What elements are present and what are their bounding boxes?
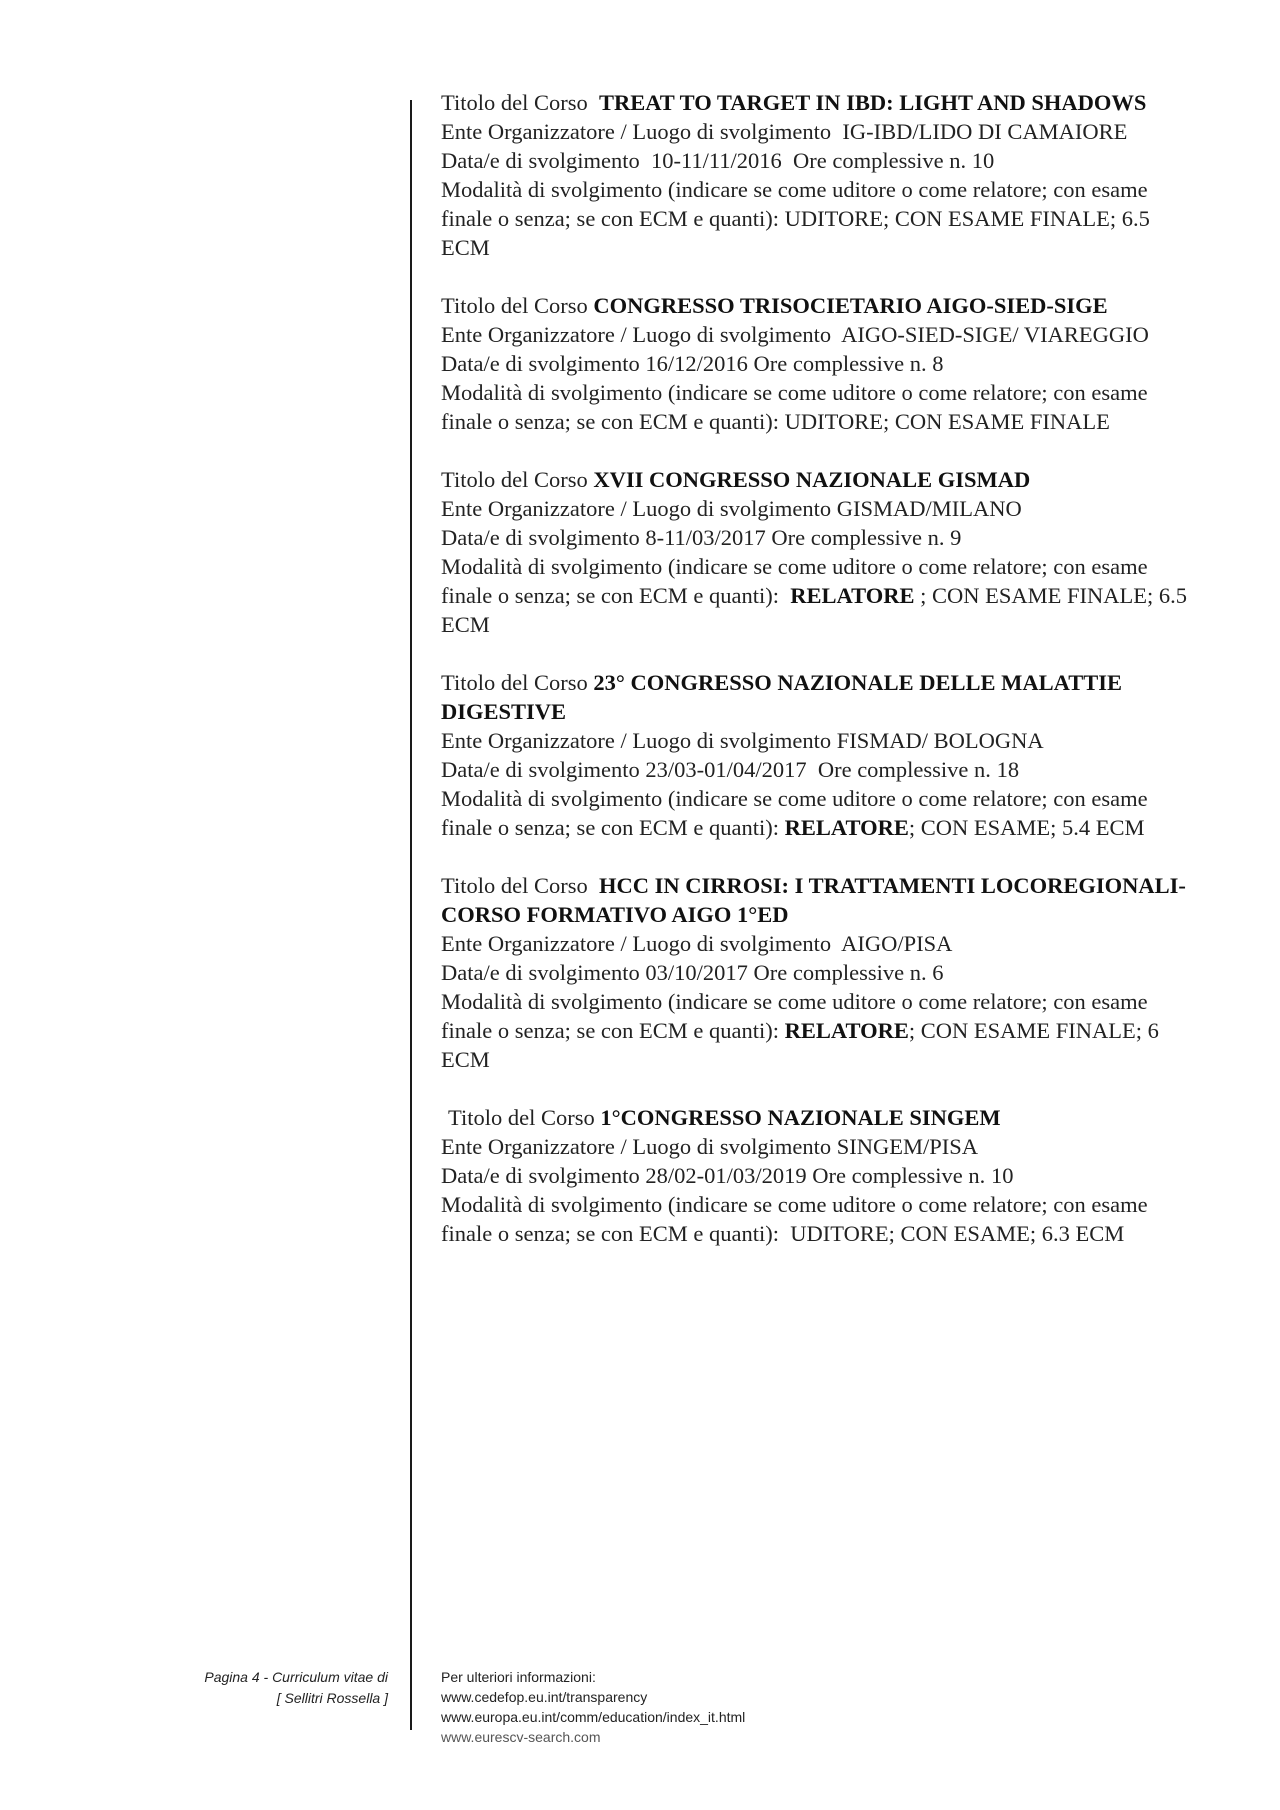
course-date-line [441, 349, 1201, 378]
mode-details: ; CON ESAME; 5.4 ECM [908, 815, 1145, 840]
mode-details: ; CON ESAME; 6.3 ECM [888, 1221, 1125, 1246]
course-date-line [441, 958, 1201, 987]
organizer-label: Ente Organizzatore / Luogo di svolgimento [441, 931, 832, 956]
course-organizer-line [441, 117, 1201, 146]
course-mode-line [441, 378, 1201, 436]
mode-label: Modalità di svolgimento (indicare se come uditore o come relatore; con esame finale o senza; se con ECM e quanti): [441, 177, 1148, 231]
organizer-value: AIGO-SIED-SIGE/ VIAREGGIO [841, 322, 1149, 347]
vertical-divider [410, 100, 412, 1730]
course-title-label: Titolo del Corso [441, 293, 588, 318]
date-value: 16/12/2016 [645, 351, 748, 376]
organizer-label: Ente Organizzatore / Luogo di svolgimento [441, 728, 832, 753]
course-title-label: Titolo del Corso [448, 1105, 595, 1130]
course-title: TREAT TO TARGET IN IBD: LIGHT AND SHADOWS [598, 90, 1147, 115]
course-title-label: Titolo del Corso [441, 873, 588, 898]
mode-label: Modalità di svolgimento (indicare se come uditore o come relatore; con esame finale o senza; se con ECM e quanti): [441, 989, 1148, 1043]
organizer-label: Ente Organizzatore / Luogo di svolgimento [441, 119, 832, 144]
course-organizer-line [441, 320, 1201, 349]
mode-details: ; CON ESAME FINALE; 6.5 ECM [441, 583, 1187, 637]
course-title-line [441, 291, 1201, 320]
organizer-label: Ente Organizzatore / Luogo di svolgimento [441, 496, 832, 521]
course-title-label: Titolo del Corso [441, 670, 588, 695]
mode-label: Modalità di svolgimento (indicare se come uditore o come relatore; con esame finale o senza; se con ECM e quanti): [441, 1192, 1148, 1246]
course-organizer-line [441, 929, 1201, 958]
course-entry [441, 668, 1201, 842]
course-title-label: Titolo del Corso [441, 90, 588, 115]
organizer-label: Ente Organizzatore / Luogo di svolgimento [441, 322, 832, 347]
footer-info-label: Per ulteriori informazioni: [441, 1669, 596, 1685]
date-value: 10-11/11/2016 [650, 148, 782, 173]
mode-role: RELATORE [784, 1018, 909, 1043]
course-title: 1°CONGRESSO NAZIONALE SINGEM [600, 1105, 1001, 1130]
date-value: 8-11/03/2017 [645, 525, 766, 550]
course-entry [441, 465, 1201, 639]
course-title-line [441, 1103, 1201, 1132]
mode-role: UDITORE [784, 206, 883, 231]
organizer-label: Ente Organizzatore / Luogo di svolgimento [441, 1134, 832, 1159]
course-list [441, 88, 1201, 1277]
hours-label: Ore complessive n. [793, 148, 967, 173]
organizer-value: IG-IBD/LIDO DI CAMAIORE [842, 119, 1128, 144]
mode-label: Modalità di svolgimento (indicare se come uditore o come relatore; con esame finale o senza; se con ECM e quanti): [441, 380, 1148, 434]
organizer-value: GISMAD/MILANO [836, 496, 1022, 521]
course-mode-line [441, 987, 1201, 1074]
course-entry [441, 291, 1201, 436]
course-entry [441, 88, 1201, 262]
mode-role: UDITORE [790, 1221, 889, 1246]
footer-link-europa[interactable]: www.europa.eu.int/comm/education/index_it.html [441, 1709, 746, 1725]
date-label: Data/e di svolgimento [441, 757, 640, 782]
mode-details: ; CON ESAME FINALE; 6 ECM [441, 1018, 1159, 1072]
hours-label: Ore complessive n. [753, 351, 927, 376]
course-date-line [441, 523, 1201, 552]
date-label: Data/e di svolgimento [441, 351, 640, 376]
organizer-value: SINGEM/PISA [836, 1134, 979, 1159]
course-date-line [441, 146, 1201, 175]
hours-label: Ore complessive n. [753, 960, 927, 985]
course-entry [441, 1103, 1201, 1248]
hours-value: 10 [990, 1163, 1014, 1188]
course-title: CONGRESSO TRISOCIETARIO AIGO-SIED-SIGE [593, 293, 1108, 318]
course-entry [441, 871, 1201, 1074]
hours-value: 10 [971, 148, 995, 173]
hours-label: Ore complessive n. [812, 1163, 986, 1188]
course-mode-line [441, 1190, 1201, 1248]
course-date-line [441, 1161, 1201, 1190]
course-mode-line [441, 552, 1201, 639]
course-title-line [441, 668, 1201, 726]
mode-role: UDITORE [784, 409, 883, 434]
footer-page-label: Pagina 4 - Curriculum vitae di [204, 1669, 388, 1685]
date-value: 28/02-01/03/2019 [645, 1163, 807, 1188]
course-title: XVII CONGRESSO NAZIONALE GISMAD [593, 467, 1031, 492]
mode-role: RELATORE [784, 815, 909, 840]
mode-label: Modalità di svolgimento (indicare se come uditore o come relatore; con esame finale o senza; se con ECM e quanti): [441, 554, 1148, 608]
mode-label: Modalità di svolgimento (indicare se come uditore o come relatore; con esame finale o senza; se con ECM e quanti): [441, 786, 1148, 840]
footer-link-eures[interactable]: www.eurescv-search.com [441, 1729, 601, 1745]
organizer-value: FISMAD/ BOLOGNA [836, 728, 1044, 753]
organizer-value: AIGO/PISA [841, 931, 953, 956]
course-date-line [441, 755, 1201, 784]
course-organizer-line [441, 1132, 1201, 1161]
hours-label: Ore complessive n. [817, 757, 991, 782]
course-organizer-line [441, 494, 1201, 523]
date-label: Data/e di svolgimento [441, 525, 640, 550]
footer-links [441, 1667, 746, 1745]
footer-name: [ Sellitri Rossella ] [276, 1690, 388, 1706]
course-title: HCC IN CIRROSI: I TRATTAMENTI LOCOREGIONALI- CORSO FORMATIVO AIGO 1°ED [441, 873, 1186, 927]
hours-value: 6 [932, 960, 944, 985]
hours-value: 18 [996, 757, 1020, 782]
hours-value: 9 [950, 525, 962, 550]
course-title-line [441, 88, 1201, 117]
date-label: Data/e di svolgimento [441, 148, 640, 173]
mode-details: ; CON ESAME FINALE; 6.5 ECM [441, 206, 1150, 260]
course-mode-line [441, 784, 1201, 842]
hours-label: Ore complessive n. [771, 525, 945, 550]
course-organizer-line [441, 726, 1201, 755]
date-value: 03/10/2017 [645, 960, 748, 985]
course-title: 23° CONGRESSO NAZIONALE DELLE MALATTIE DIGESTIVE [441, 670, 1123, 724]
date-label: Data/e di svolgimento [441, 1163, 640, 1188]
date-label: Data/e di svolgimento [441, 960, 640, 985]
course-mode-line [441, 175, 1201, 262]
course-title-label: Titolo del Corso [441, 467, 588, 492]
course-title-line [441, 465, 1201, 494]
date-value: 23/03-01/04/2017 [645, 757, 807, 782]
course-title-line [441, 871, 1201, 929]
footer-link-cedefop[interactable]: www.cedefop.eu.int/transparency [441, 1689, 648, 1705]
mode-role: RELATORE [790, 583, 915, 608]
mode-details: ; CON ESAME FINALE [882, 409, 1110, 434]
footer-page-info [204, 1667, 388, 1709]
hours-value: 8 [932, 351, 944, 376]
